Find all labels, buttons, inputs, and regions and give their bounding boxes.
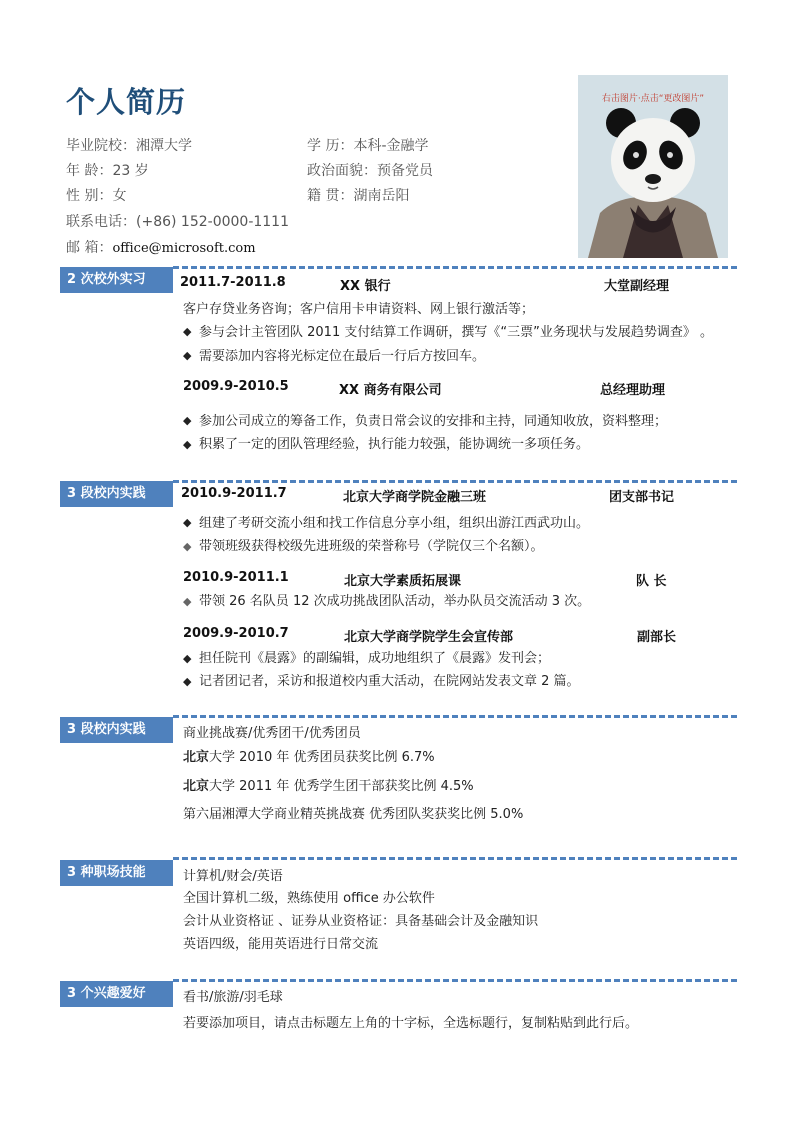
section-label-internship: 2 次校外实习 [60, 267, 173, 293]
section-summary: 商业挑战赛/优秀团干/优秀团员 [183, 726, 361, 741]
info-hometown: 籍 贯：湖南岳阳 [307, 188, 410, 204]
job-bullet: 带领 26 名队员 12 次成功挑战团队活动，举办队员交流活动 3 次。 [199, 594, 591, 609]
info-phone: 联系电话：(+86) 152-0000-1111 [66, 214, 290, 230]
section-divider [173, 480, 737, 483]
job-date: 2010.9-2011.7 [181, 486, 287, 501]
award-item-bold: 北京 [183, 779, 210, 794]
job-description: 客户存贷业务咨询；客户信用卡申请资料、网上银行激活等； [183, 302, 535, 317]
info-political: 政治面貌：预备党员 [307, 163, 433, 179]
diamond-bullet-icon: ◆ [183, 414, 192, 427]
section-divider [173, 715, 737, 718]
section-label-campus: 3 段校内实践 [60, 481, 173, 507]
job-bullet: 带领班级获得校级先进班级的荣誉称号（学院仅三个名额）。 [199, 539, 544, 554]
page-title: 个人简历 [66, 85, 187, 119]
section-divider [173, 979, 737, 982]
job-org: XX 商务有限公司 [339, 383, 442, 398]
award-item [183, 775, 474, 794]
award-item-text: 大学 2010 年 优秀团员获奖比例 6.7% [209, 750, 435, 765]
diamond-bullet-icon: ◆ [183, 325, 192, 338]
diamond-bullet-icon: ◆ [183, 595, 192, 608]
job-bullet: 积累了一定的团队管理经验，执行能力较强，能协调统一多项任务。 [199, 437, 590, 452]
job-org: 北京大学商学院学生会宣传部 [344, 630, 514, 645]
job-bullet: 记者团记者，采访和报道校内重大活动，在院网站发表文章 2 篇。 [199, 674, 580, 689]
section-label-awards: 3 段校内实践 [60, 717, 173, 743]
skill-item: 会计从业资格证 、证券从业资格证：具备基础会计及金融知识 [183, 914, 539, 929]
section-summary: 计算机/财会/英语 [183, 869, 283, 884]
job-date: 2009.9-2010.5 [183, 379, 289, 394]
info-school: 毕业院校：湘潭大学 [66, 138, 192, 154]
job-bullet: 组建了考研交流小组和找工作信息分享小组，组织出游江西武功山。 [199, 516, 590, 531]
job-bullet: 参与会计主管团队 2011 支付结算工作调研，撰写《“三票”业务现状与发展趋势调查》 。 [199, 325, 713, 340]
section-label-hobbies: 3 个兴趣爱好 [60, 981, 173, 1007]
award-item-text: 大学 2011 年 优秀学生团干部获奖比例 4.5% [209, 779, 474, 794]
job-date: 2009.9-2010.7 [183, 626, 289, 641]
award-item-bold: 北京 [183, 750, 210, 765]
job-date: 2011.7-2011.8 [180, 275, 286, 290]
job-role: 副部长 [637, 630, 677, 645]
section-divider [173, 266, 737, 269]
info-education: 学 历：本科-金融学 [307, 138, 429, 154]
hobby-item: 若要添加项目，请点击标题左上角的十字标，全选标题行，复制粘贴到此行后。 [183, 1016, 639, 1031]
job-org: 北京大学商学院金融三班 [343, 490, 487, 505]
diamond-bullet-icon: ◆ [183, 516, 192, 529]
job-role: 总经理助理 [600, 383, 666, 398]
award-item-text: 第六届湘潭大学商业精英挑战赛 优秀团队奖获奖比例 5.0% [183, 807, 524, 822]
award-item [183, 803, 523, 822]
diamond-bullet-icon: ◆ [183, 652, 192, 665]
diamond-bullet-icon: ◆ [183, 438, 192, 451]
job-bullet: 担任院刊《晨露》的副编辑，成功地组织了《晨露》发刊会； [199, 651, 551, 666]
photo-caption: 右击图片·点击“更改图片” [601, 94, 705, 104]
diamond-bullet-icon: ◆ [183, 675, 192, 688]
info-gender: 性 别：女 [66, 188, 127, 204]
skill-item: 英语四级，能用英语进行日常交流 [183, 937, 379, 952]
job-role: 团支部书记 [609, 490, 675, 505]
job-role: 大堂副经理 [604, 279, 670, 294]
job-role: 队 长 [636, 574, 667, 589]
info-age: 年 龄：23 岁 [66, 163, 149, 179]
job-bullet: 参加公司成立的筹备工作，负责日常会议的安排和主持，同通知收放，资料整理； [199, 414, 668, 429]
diamond-bullet-icon: ◆ [183, 540, 192, 553]
section-label-skills: 3 种职场技能 [60, 860, 173, 886]
diamond-bullet-icon: ◆ [183, 349, 192, 362]
job-org: 北京大学素质拓展课 [344, 574, 462, 589]
job-org: XX 银行 [340, 279, 391, 294]
award-item [183, 746, 435, 765]
section-summary: 看书/旅游/羽毛球 [183, 990, 283, 1005]
info-email [66, 237, 256, 257]
job-bullet: 需要添加内容将光标定位在最后一行后方按回车。 [199, 349, 486, 364]
profile-photo[interactable] [578, 75, 728, 258]
section-divider [173, 857, 737, 860]
email-label: 邮 箱： [66, 240, 113, 256]
email-value: office@microsoft.com [112, 241, 256, 256]
job-date: 2010.9-2011.1 [183, 570, 289, 585]
skill-item: 全国计算机二级，熟练使用 office 办公软件 [183, 891, 435, 906]
